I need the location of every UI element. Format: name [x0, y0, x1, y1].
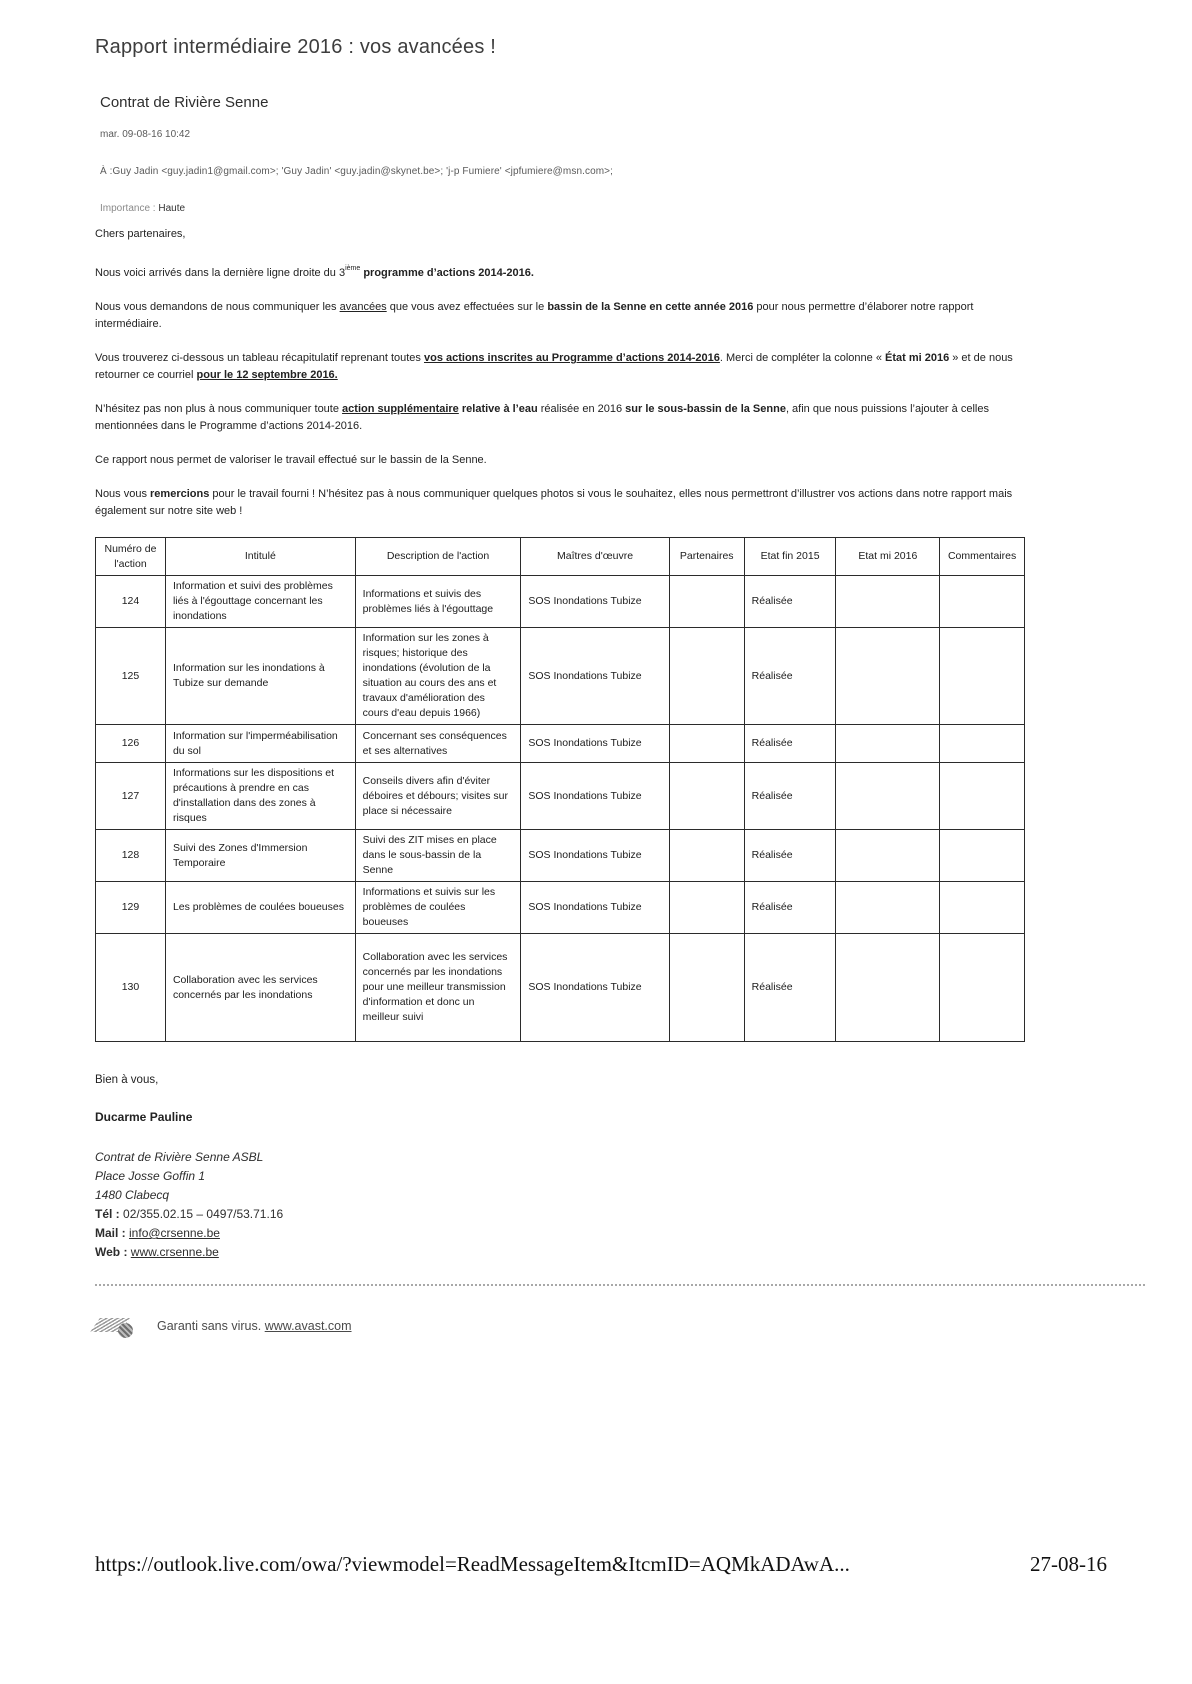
action-partenaires — [669, 725, 744, 763]
action-commentaires — [940, 763, 1025, 830]
importance-label: Importance : — [100, 203, 156, 214]
action-intitule: Information sur les inondations à Tubize sur demande — [165, 628, 355, 725]
action-description: Informations et suivis sur les problèmes de coulées boueuses — [355, 882, 521, 934]
antivirus-notice — [95, 1314, 1025, 1338]
paragraph-6: Nous vous remercions pour le travail fourni ! N’hésitez pas à nous communiquer quelques photos si vous le souhaitez, elles nous permettront d’illustrer vos actions dans notre rapport mais également sur notre site web ! — [95, 488, 1013, 517]
action-partenaires — [669, 934, 744, 1042]
action-maitre: SOS Inondations Tubize — [521, 763, 669, 830]
action-intitule: Informations sur les dispositions et précautions à prendre en cas d'installation dans des zones à risques — [165, 763, 355, 830]
action-maitre: SOS Inondations Tubize — [521, 628, 669, 725]
closing-salutation: Bien à vous, — [95, 1074, 159, 1086]
email-sender: Contrat de Rivière Senne — [100, 94, 269, 111]
action-maitre: SOS Inondations Tubize — [521, 882, 669, 934]
table-row — [96, 882, 1025, 934]
action-commentaires — [940, 628, 1025, 725]
action-etat-2016 — [836, 830, 940, 882]
action-number: 124 — [96, 576, 166, 628]
action-intitule: Les problèmes de coulées boueuses — [165, 882, 355, 934]
email-date: mar. 09-08-16 10:42 — [100, 129, 191, 140]
action-etat-2015: Réalisée — [744, 628, 836, 725]
importance-value: Haute — [158, 203, 186, 214]
action-etat-2015: Réalisée — [744, 934, 836, 1042]
print-footer — [95, 1552, 1107, 1577]
signature-phone: Tél : 02/355.02.15 – 0497/53.71.16 — [95, 1207, 284, 1221]
paragraph-1: Nous voici arrivés dans la dernière ligne droite du 3ième programme d’actions 2014-2016. — [95, 265, 534, 279]
table-header-row — [96, 538, 1025, 576]
action-etat-2016 — [836, 725, 940, 763]
action-number: 125 — [96, 628, 166, 725]
signature-web: Web : www.crsenne.be — [95, 1245, 219, 1259]
action-etat-2016 — [836, 934, 940, 1042]
action-description: Concernant ses conséquences et ses alternatives — [355, 725, 521, 763]
signature-name: Ducarme Pauline — [95, 1110, 193, 1124]
mail-link[interactable]: info@crsenne.be — [129, 1226, 220, 1240]
action-commentaires — [940, 576, 1025, 628]
email-meta — [100, 94, 613, 218]
website-link[interactable]: www.crsenne.be — [130, 1245, 219, 1259]
signature-block — [95, 1148, 1025, 1262]
avast-logo-icon — [95, 1314, 135, 1338]
action-intitule: Suivi des Zones d'Immersion Temporaire — [165, 830, 355, 882]
table-row — [96, 725, 1025, 763]
action-etat-2016 — [836, 628, 940, 725]
header-commentaires: Commentaires — [940, 538, 1025, 576]
header-numero: Numéro de l'action — [96, 538, 166, 576]
header-maitres: Maîtres d'œuvre — [521, 538, 669, 576]
action-etat-2015: Réalisée — [744, 830, 836, 882]
signature-org: Contrat de Rivière Senne ASBL — [95, 1150, 264, 1164]
action-number: 126 — [96, 725, 166, 763]
email-subject: Rapport intermédiaire 2016 : vos avancées ! — [95, 36, 497, 58]
action-maitre: SOS Inondations Tubize — [521, 934, 669, 1042]
print-footer-url: https://outlook.live.com/owa/?viewmodel=ReadMessageItem&ItcmID=AQMkADAwA... — [95, 1552, 850, 1576]
action-number: 130 — [96, 934, 166, 1042]
table-row — [96, 934, 1025, 1042]
paragraph-3: Vous trouverez ci-dessous un tableau récapitulatif reprenant toutes vos actions inscrites au Programme d’actions 2014-2016. Merci de compléter la colonne « État mi 2016 » et de nous retourner ce courriel pour le 12 septembre 2016. — [95, 352, 1013, 381]
table-row — [96, 628, 1025, 725]
action-commentaires — [940, 882, 1025, 934]
action-partenaires — [669, 763, 744, 830]
action-etat-2015: Réalisée — [744, 725, 836, 763]
action-intitule: Information sur l'imperméabilisation du sol — [165, 725, 355, 763]
header-description: Description de l'action — [355, 538, 521, 576]
header-intitule: Intitulé — [165, 538, 355, 576]
signature-address-line2: 1480 Clabecq — [95, 1188, 170, 1202]
action-description: Information sur les zones à risques; historique des inondations (évolution de la situation au cours des ans et travaux d'amélioration des cours d'eau depuis 1966) — [355, 628, 521, 725]
action-partenaires — [669, 882, 744, 934]
action-commentaires — [940, 725, 1025, 763]
header-etat-mi-2016: Etat mi 2016 — [836, 538, 940, 576]
avast-text: Garanti sans virus. www.avast.com — [157, 1318, 352, 1333]
action-number: 129 — [96, 882, 166, 934]
action-intitule: Collaboration avec les services concernés par les inondations — [165, 934, 355, 1042]
action-etat-2015: Réalisée — [744, 763, 836, 830]
action-etat-2016 — [836, 763, 940, 830]
action-number: 127 — [96, 763, 166, 830]
header-partenaires: Partenaires — [669, 538, 744, 576]
header-etat-fin-2015: Etat fin 2015 — [744, 538, 836, 576]
action-etat-2015: Réalisée — [744, 576, 836, 628]
action-description: Collaboration avec les services concernés par les inondations pour une meilleur transmission d'information et donc un meilleur suivi — [355, 934, 521, 1042]
action-description: Informations et suivis des problèmes liés à l'égouttage — [355, 576, 521, 628]
action-maitre: SOS Inondations Tubize — [521, 830, 669, 882]
action-commentaires — [940, 830, 1025, 882]
email-recipients: À :Guy Jadin <guy.jadin1@gmail.com>; 'Guy Jadin' <guy.jadin@skynet.be>; 'j-p Fumiere' <jpfumiere@msn.com>; — [100, 166, 613, 177]
greeting: Chers partenaires, — [95, 228, 186, 240]
action-number: 128 — [96, 830, 166, 882]
action-etat-2016 — [836, 882, 940, 934]
paragraph-4: N’hésitez pas non plus à nous communiquer toute action supplémentaire relative à l’eau réalisée en 2016 sur le sous-bassin de la Senne, afin que nous puissions l’ajouter à celles mentionnées dans le Programme d’actions 2014-2016. — [95, 403, 989, 432]
table-row — [96, 763, 1025, 830]
action-description: Conseils divers afin d'éviter déboires et débours; visites sur place si nécessaire — [355, 763, 521, 830]
action-maitre: SOS Inondations Tubize — [521, 576, 669, 628]
action-partenaires — [669, 576, 744, 628]
signature-mail: Mail : info@crsenne.be — [95, 1226, 220, 1240]
action-description: Suivi des ZIT mises en place dans le sous-bassin de la Senne — [355, 830, 521, 882]
print-footer-date: 27-08-16 — [1030, 1552, 1107, 1576]
table-row — [96, 830, 1025, 882]
paragraph-5: Ce rapport nous permet de valoriser le travail effectué sur le bassin de la Senne. — [95, 454, 487, 466]
email-body — [95, 226, 1025, 1338]
actions-table — [95, 537, 1025, 1042]
action-commentaires — [940, 934, 1025, 1042]
paragraph-2: Nous vous demandons de nous communiquer les avancées que vous avez effectuées sur le bassin de la Senne en cette année 2016 pour nous permettre d’élaborer notre rapport intermédiaire. — [95, 301, 974, 330]
action-intitule: Information et suivi des problèmes liés à l'égouttage concernant les inondations — [165, 576, 355, 628]
table-row — [96, 576, 1025, 628]
ordinal-superscript: ième — [345, 265, 361, 272]
action-partenaires — [669, 830, 744, 882]
action-etat-2015: Réalisée — [744, 882, 836, 934]
email-importance — [100, 203, 613, 214]
action-etat-2016 — [836, 576, 940, 628]
signature-address-line1: Place Josse Goffin 1 — [95, 1169, 206, 1183]
action-maitre: SOS Inondations Tubize — [521, 725, 669, 763]
dotted-divider — [95, 1284, 1145, 1286]
action-partenaires — [669, 628, 744, 725]
avast-link[interactable]: www.avast.com — [264, 1318, 352, 1333]
